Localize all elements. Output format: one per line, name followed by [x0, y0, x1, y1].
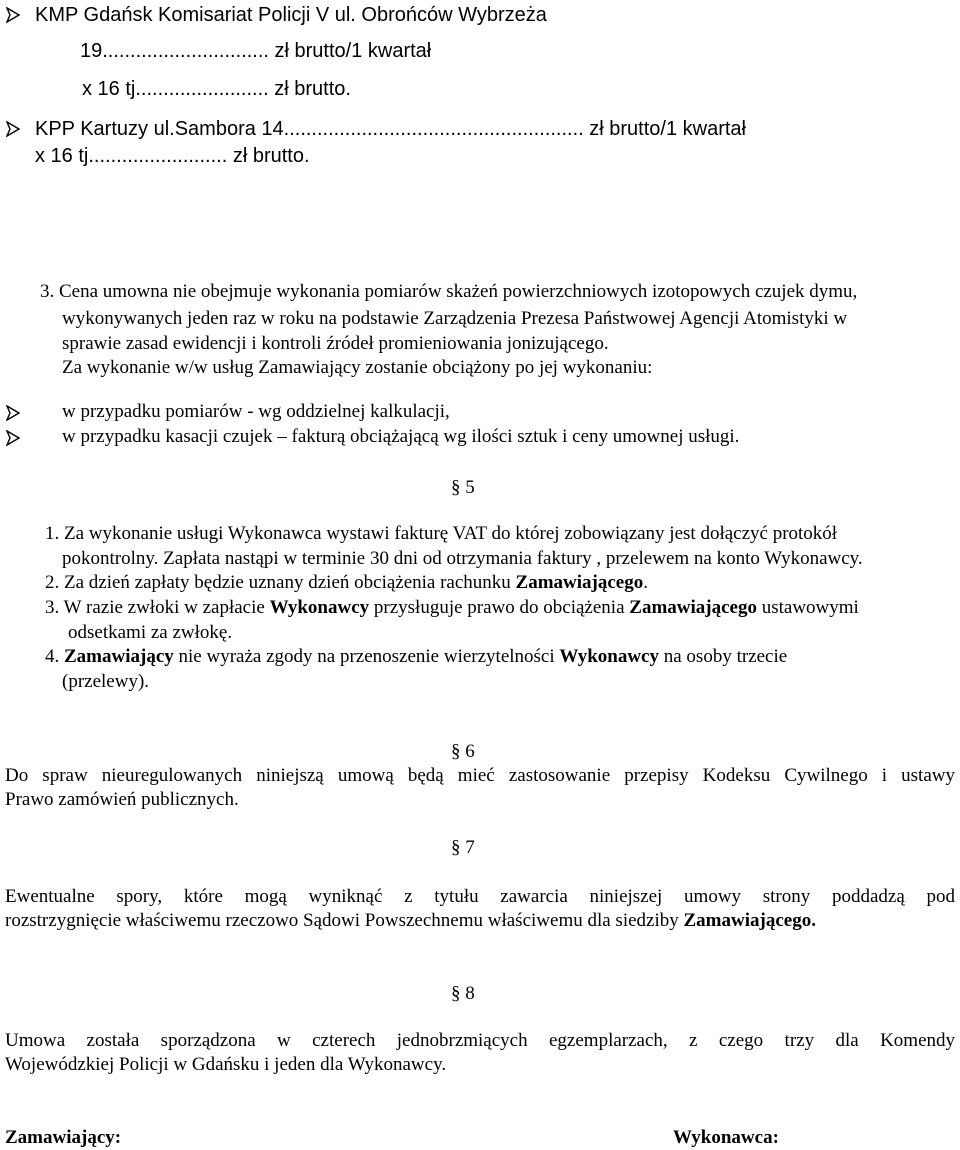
point3-line2: wykonywanych jeden raz w roku na podstawie Zarządzenia Prezesa Państwowej Agencji Atomistyki w: [62, 308, 848, 329]
section6-line1: Do spraw nieuregulowanych niniejszą umową będą mieć zastosowanie przepisy Kodeksu Cywilnego i ustawy: [5, 765, 955, 786]
section-heading-7: § 7: [451, 837, 475, 858]
section8-line1: Umowa została sporządzona w czterech jednobrzmiących egzemplarzach, z czego trzy dla Komendy: [5, 1030, 955, 1051]
point3-line4: Za wykonanie w/w usług Zamawiający zostanie obciążony po jej wykonaniu:: [62, 357, 653, 378]
arrow-bullet-icon: [6, 405, 20, 421]
arrow-bullet-icon: [6, 121, 20, 137]
list-item-kmp-price-quarter: 19.............................. zł brutto/1 kwartał: [80, 40, 432, 62]
section-heading-5: § 5: [451, 477, 475, 498]
point3-line3: sprawie zasad ewidencji i kontroli źródeł promieniowania jonizującego.: [62, 333, 609, 354]
section6-line2: Prawo zamówień publicznych.: [5, 789, 239, 810]
section7-line1: Ewentualne spory, które mogą wyniknąć z tytułu zawarcia niniejszej umowy strony poddadzą pod: [5, 886, 955, 907]
section8-line2: Wojewódzkiej Policji w Gdańsku i jeden dla Wykonawcy.: [5, 1054, 447, 1075]
section7-line2: rozstrzygnięcie właściwemu rzeczowo Sądowi Powszechnemu właściwemu dla siedziby Zamawiającego.: [5, 910, 816, 931]
section-heading-6: § 6: [451, 741, 475, 762]
section5-item2: 2. Za dzień zapłaty będzie uznany dzień obciążenia rachunku Zamawiającego.: [45, 572, 648, 593]
point3-bullet-disposal: w przypadku kasacji czujek – fakturą obciążającą wg ilości sztuk i ceny umownej usługi.: [62, 426, 740, 447]
signature-contractor: Wykonawca:: [673, 1127, 779, 1148]
list-item-kmp-price-total: x 16 tj........................ zł brutto.: [82, 78, 351, 100]
signature-ordering-party: Zamawiający:: [5, 1127, 122, 1148]
arrow-bullet-icon: [6, 430, 20, 446]
section5-item3-line2: odsetkami za zwłokę.: [68, 622, 233, 643]
point3-bullet-measurements: w przypadku pomiarów - wg oddzielnej kalkulacji,: [62, 401, 450, 422]
section5-item1-line1: 1. Za wykonanie usługi Wykonawca wystawi fakturę VAT do której zobowiązany jest dołączyć protokół: [45, 523, 838, 544]
section5-item1-line2: pokontrolny. Zapłata nastąpi w terminie 30 dni od otrzymania faktury , przelewem na konto Wykonawcy.: [62, 548, 863, 569]
list-item-kpp-price-total: x 16 tj......................... zł brutto.: [35, 145, 310, 167]
section5-item4: 4. Zamawiający nie wyraża zgody na przenoszenie wierzytelności Wykonawcy na osoby trzecie: [45, 646, 788, 667]
arrow-bullet-icon: [6, 7, 20, 23]
section5-item4-line2: (przelewy).: [62, 671, 150, 692]
list-item-kmp-gdansk: KMP Gdańsk Komisariat Policji V ul. Obrońców Wybrzeża: [35, 4, 547, 26]
point3-line1: 3. Cena umowna nie obejmuje wykonania pomiarów skażeń powierzchniowych izotopowych czujek dymu,: [40, 281, 858, 302]
section5-item3: 3. W razie zwłoki w zapłacie Wykonawcy przysługuje prawo do obciążenia Zamawiającego ustawowymi: [45, 597, 859, 618]
section-heading-8: § 8: [451, 983, 475, 1004]
list-item-kpp-kartuzy: KPP Kartuzy ul.Sambora 14...................................................... zł brutto/1 kwartał: [35, 118, 746, 140]
